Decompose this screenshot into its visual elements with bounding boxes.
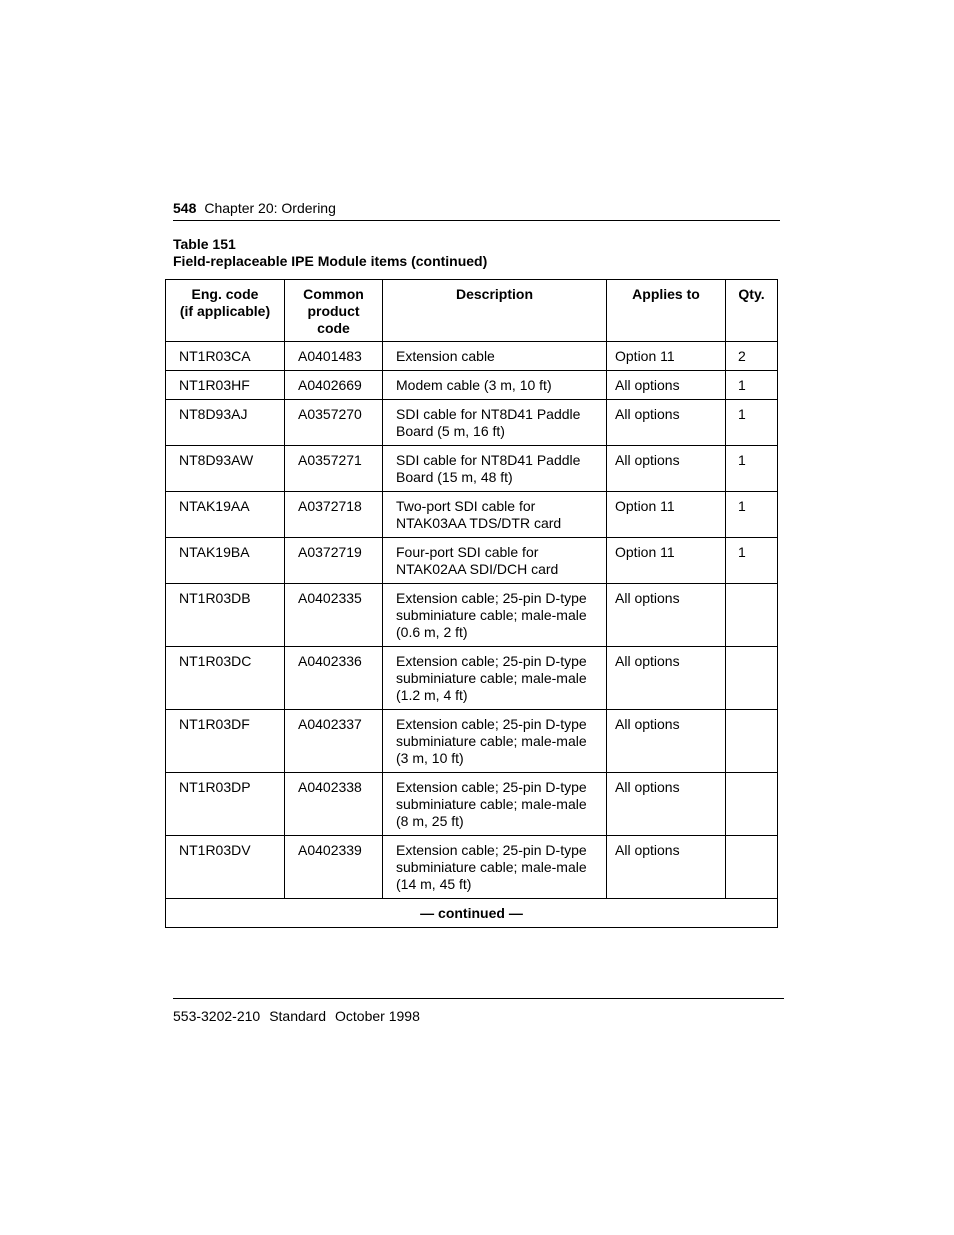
product-code-cell: A0402335 — [285, 584, 383, 647]
qty-cell: 1 — [726, 446, 778, 492]
table-title: Field-replaceable IPE Module items (continued) — [173, 253, 488, 269]
description-line: (0.6 m, 2 ft) — [396, 624, 468, 640]
description-line: SDI cable for NT8D41 Paddle — [396, 406, 581, 422]
table-row — [166, 371, 778, 400]
table-row — [166, 492, 778, 538]
description-line: (14 m, 45 ft) — [396, 876, 472, 892]
table-row — [166, 342, 778, 371]
eng-code-cell: NT1R03HF — [166, 371, 285, 400]
eng-code-cell: NT1R03CA — [166, 342, 285, 371]
applies-to-cell: All options — [607, 836, 726, 899]
table-row — [166, 584, 778, 647]
applies-to-cell: All options — [607, 400, 726, 446]
doc-date: October 1998 — [335, 1008, 420, 1024]
chapter-title: Chapter 20: Ordering — [204, 200, 336, 216]
description-cell — [383, 647, 607, 710]
product-code-cell: A0402337 — [285, 710, 383, 773]
qty-cell: 1 — [726, 538, 778, 584]
description-cell — [383, 710, 607, 773]
running-head — [173, 200, 780, 221]
description-line: (1.2 m, 4 ft) — [396, 687, 468, 703]
eng-code-cell: NT1R03DC — [166, 647, 285, 710]
description-line: NTAK02AA SDI/DCH card — [396, 561, 559, 577]
description-line: (8 m, 25 ft) — [396, 813, 464, 829]
table-row — [166, 538, 778, 584]
page-footer — [173, 998, 784, 1025]
qty-cell: 1 — [726, 400, 778, 446]
description-line: Extension cable; 25-pin D-type — [396, 779, 587, 795]
product-code-cell: A0357270 — [285, 400, 383, 446]
description-line: Two-port SDI cable for — [396, 498, 536, 514]
column-header-description: Description — [383, 280, 607, 342]
eng-code-cell: NTAK19BA — [166, 538, 285, 584]
eng-code-cell: NT8D93AW — [166, 446, 285, 492]
qty-cell — [726, 584, 778, 647]
description-line: Extension cable; 25-pin D-type — [396, 716, 587, 732]
qty-cell — [726, 647, 778, 710]
parts-table — [165, 279, 778, 928]
table-number: Table 151 — [173, 236, 236, 252]
eng-code-cell: NTAK19AA — [166, 492, 285, 538]
description-line: SDI cable for NT8D41 Paddle — [396, 452, 581, 468]
eng-code-cell: NT1R03DB — [166, 584, 285, 647]
applies-to-cell: All options — [607, 710, 726, 773]
description-line: subminiature cable; male-male — [396, 670, 587, 686]
applies-to-cell: Option 11 — [607, 342, 726, 371]
page-number: 548 — [173, 200, 197, 216]
table-caption — [173, 236, 487, 270]
description-line: subminiature cable; male-male — [396, 859, 587, 875]
eng-code-cell: NT1R03DV — [166, 836, 285, 899]
applies-to-cell: All options — [607, 446, 726, 492]
applies-to-cell: All options — [607, 647, 726, 710]
description-line: Board (15 m, 48 ft) — [396, 469, 513, 485]
qty-cell — [726, 710, 778, 773]
qty-cell: 2 — [726, 342, 778, 371]
column-header-qty: Qty. — [726, 280, 778, 342]
description-cell — [383, 400, 607, 446]
header-row — [166, 280, 778, 342]
description-line: NTAK03AA TDS/DTR card — [396, 515, 562, 531]
continued-label: — continued — — [166, 899, 778, 928]
description-cell — [383, 446, 607, 492]
product-code-cell: A0402338 — [285, 773, 383, 836]
continued-row — [166, 899, 778, 928]
eng-code-cell: NT8D93AJ — [166, 400, 285, 446]
eng-code-cell: NT1R03DF — [166, 710, 285, 773]
description-cell — [383, 342, 607, 371]
table-row — [166, 710, 778, 773]
column-header-applies-to: Applies to — [607, 280, 726, 342]
applies-to-cell: Option 11 — [607, 492, 726, 538]
applies-to-cell: Option 11 — [607, 538, 726, 584]
description-line: Board (5 m, 16 ft) — [396, 423, 505, 439]
description-line: subminiature cable; male-male — [396, 796, 587, 812]
description-line: subminiature cable; male-male — [396, 607, 587, 623]
description-cell — [383, 492, 607, 538]
qty-cell — [726, 836, 778, 899]
applies-to-cell: All options — [607, 371, 726, 400]
description-cell — [383, 836, 607, 899]
description-line: Extension cable; 25-pin D-type — [396, 590, 587, 606]
description-cell — [383, 584, 607, 647]
doc-number: 553-3202-210 — [173, 1008, 261, 1024]
description-line: Modem cable (3 m, 10 ft) — [396, 377, 552, 393]
description-line: Extension cable; 25-pin D-type — [396, 653, 587, 669]
qty-cell — [726, 773, 778, 836]
applies-to-cell: All options — [607, 773, 726, 836]
table-row — [166, 446, 778, 492]
description-line: subminiature cable; male-male — [396, 733, 587, 749]
table-row — [166, 647, 778, 710]
product-code-cell: A0402339 — [285, 836, 383, 899]
table-row — [166, 773, 778, 836]
product-code-cell: A0402336 — [285, 647, 383, 710]
description-line: Extension cable — [396, 348, 495, 364]
description-line: Extension cable; 25-pin D-type — [396, 842, 587, 858]
applies-to-cell: All options — [607, 584, 726, 647]
column-header-eng-code: Eng. code (if applicable) — [166, 280, 285, 342]
eng-code-cell: NT1R03DP — [166, 773, 285, 836]
product-code-cell: A0372718 — [285, 492, 383, 538]
product-code-cell: A0401483 — [285, 342, 383, 371]
product-code-cell: A0402669 — [285, 371, 383, 400]
qty-cell: 1 — [726, 371, 778, 400]
table-row — [166, 836, 778, 899]
qty-cell: 1 — [726, 492, 778, 538]
doc-status: Standard — [269, 1008, 327, 1024]
table-row — [166, 400, 778, 446]
column-header-product-code: Common product code — [285, 280, 383, 342]
description-line: Four-port SDI cable for — [396, 544, 539, 560]
product-code-cell: A0357271 — [285, 446, 383, 492]
description-cell — [383, 371, 607, 400]
description-line: (3 m, 10 ft) — [396, 750, 464, 766]
description-cell — [383, 773, 607, 836]
description-cell — [383, 538, 607, 584]
product-code-cell: A0372719 — [285, 538, 383, 584]
